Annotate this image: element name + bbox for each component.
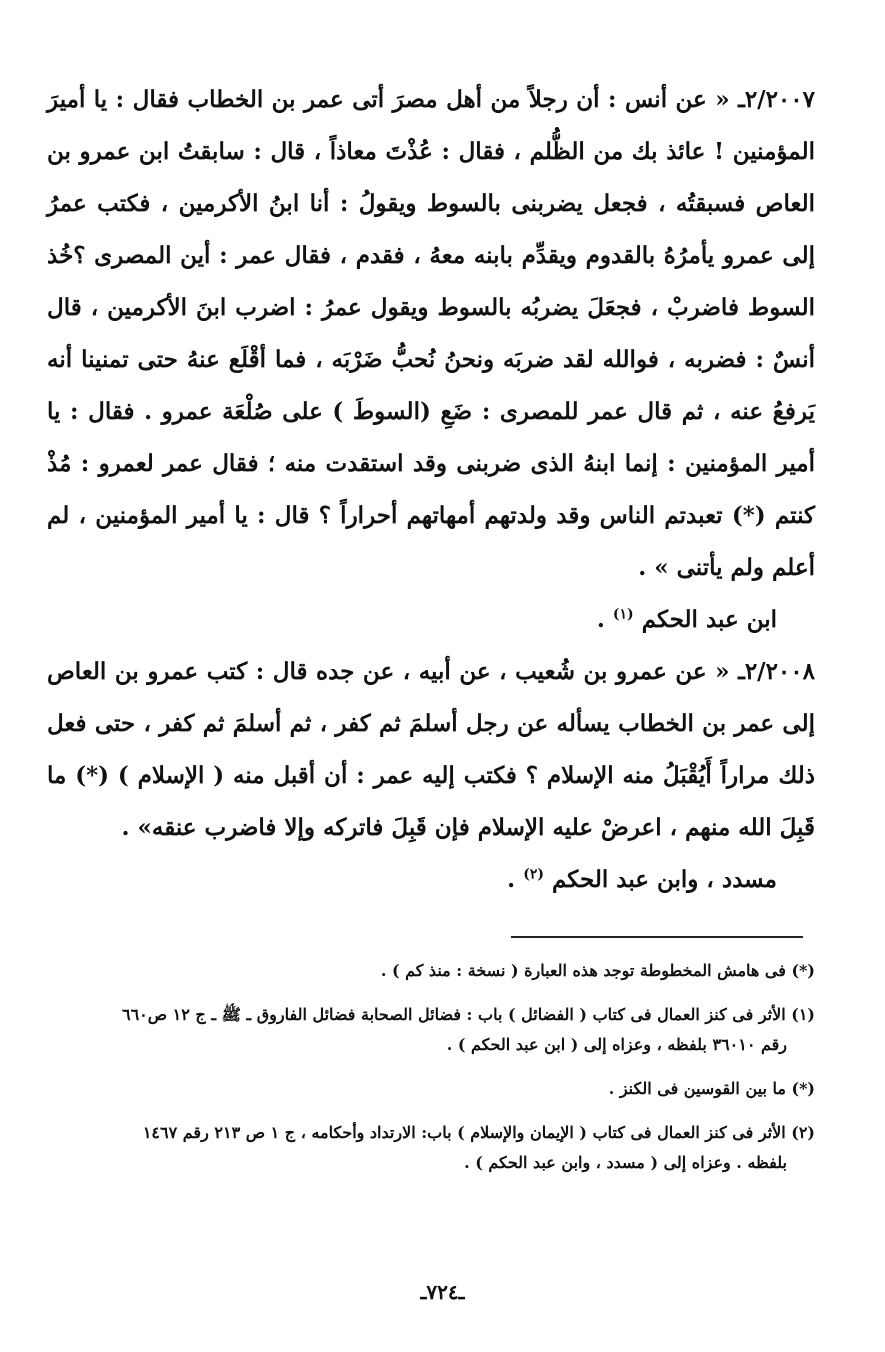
footnote-text-continued: رقم ٣٦٠١٠ بلفظه ، وعزاه إلى ( ابن عبد الحكم ) . [446, 1035, 787, 1054]
footnotes-section [43, 956, 815, 1192]
source-line-2007 [47, 594, 815, 646]
footnote-text: (١) الأثر فى كنز العمال فى كتاب ( الفضائل ) باب : فضائل الصحابة فضائل الفاروق ـ ﷺ ـ ج ١٢ ص٦٦٠ [121, 1005, 815, 1024]
footnote-text-continued: بلفظه . وعزاه إلى ( مسدد ، وابن عبد الحكم ) . [464, 1153, 787, 1172]
footnote-text: (*) ما بين القوسين فى الكنز . [608, 1079, 815, 1098]
main-text-body [47, 74, 815, 906]
hadith-entry-2007: ٢/٢٠٠٧ـ « عن أنس : أن رجلاً من أهل مصرَ أتى عمر بن الخطاب فقال : يا أميرَ المؤمنين ! عائذ بك من الظُّلم ، فقال : عُذْتَ معاذاً ، قال : سابقتُ ابن عمرو بن العاص فسبقتُه ، فجعل يضربنى بالسوط ويقولُ : أنا ابنُ الأكرمين ، فكتب عمرُ إلى عمرو يأمرُهُ بالقدوم ويقدِّم بابنه معهُ ، فقدم ، فقال عمر : أين المصرى ؟خُذ السوط فاضربْ ، فجعَلَ يضربُه بالسوط ويقول عمرُ : اضرب ابنَ الأكرمين ، قال أنسٌ : فضربه ، فوالله لقد ضربَه ونحنُ نُحبُّ ضَرْبَه ، فما أقْلَع عنهُ حتى تمنينا أنه يَرفعُ عنه ، ثم قال عمر للمصرى : ضَعِ (السوطَ ) على صُلْعَة عمرو . فقال : يا أمير المؤمنين : إنما ابنهُ الذى ضربنى وقد استقدت منه ؛ فقال عمر لعمرو : مُذْ كنتم (*) تعبدتم الناس وقد ولدتهم أمهاتهم أحراراً ؟ قال : يا أمير المؤمنين ، لم أعلم ولم يأتنى » . [47, 86, 815, 581]
source-name: مسدد ، وابن عبد الحكم [551, 866, 777, 893]
page-number: ـ٧٢٤ـ [420, 1280, 465, 1304]
footnote-text: (٢) الأثر فى كنز العمال فى كتاب ( الإيمان والإسلام ) باب: الارتداد وأحكامه ، ج ١ ص ٢١٣ رقم ١٤٦٧ [142, 1123, 815, 1142]
source-end: . [596, 606, 613, 633]
footnote-text: (*) فى هامش المخطوطة توجد هذه العبارة ( نسخة : منذ كم ) . [380, 961, 815, 980]
footnote-item [43, 1074, 815, 1104]
footnote-ref: (٢) [523, 866, 544, 883]
source-name: ابن عبد الحكم [641, 606, 777, 633]
footnote-item [43, 1118, 815, 1178]
footnote-ref: (١) [612, 606, 634, 623]
source-end: . [507, 866, 524, 893]
source-line-2008 [47, 854, 815, 906]
hadith-entry-2008: ٢/٢٠٠٨ـ « عن عمرو بن شُعيب ، عن أبيه ، عن جده قال : كتب عمرو بن العاص إلى عمر بن الخطاب يسأله عن رجل أسلمَ ثم كفر ، ثم أسلمَ ثم كفر ، حتى فعل ذلك مراراً أَيُقْبَلُ منه الإسلام ؟ فكتب إليه عمر : أن أقبل منه ( الإسلام ) (*) ما قَبِلَ الله منهم ، اعرضْ عليه الإسلام فإن قَبِلَ فاتركه وإلا فاضرب عنقه» . [47, 658, 815, 841]
footnote-divider [511, 936, 803, 938]
footnote-item [43, 956, 815, 986]
footnote-item [43, 1000, 815, 1060]
